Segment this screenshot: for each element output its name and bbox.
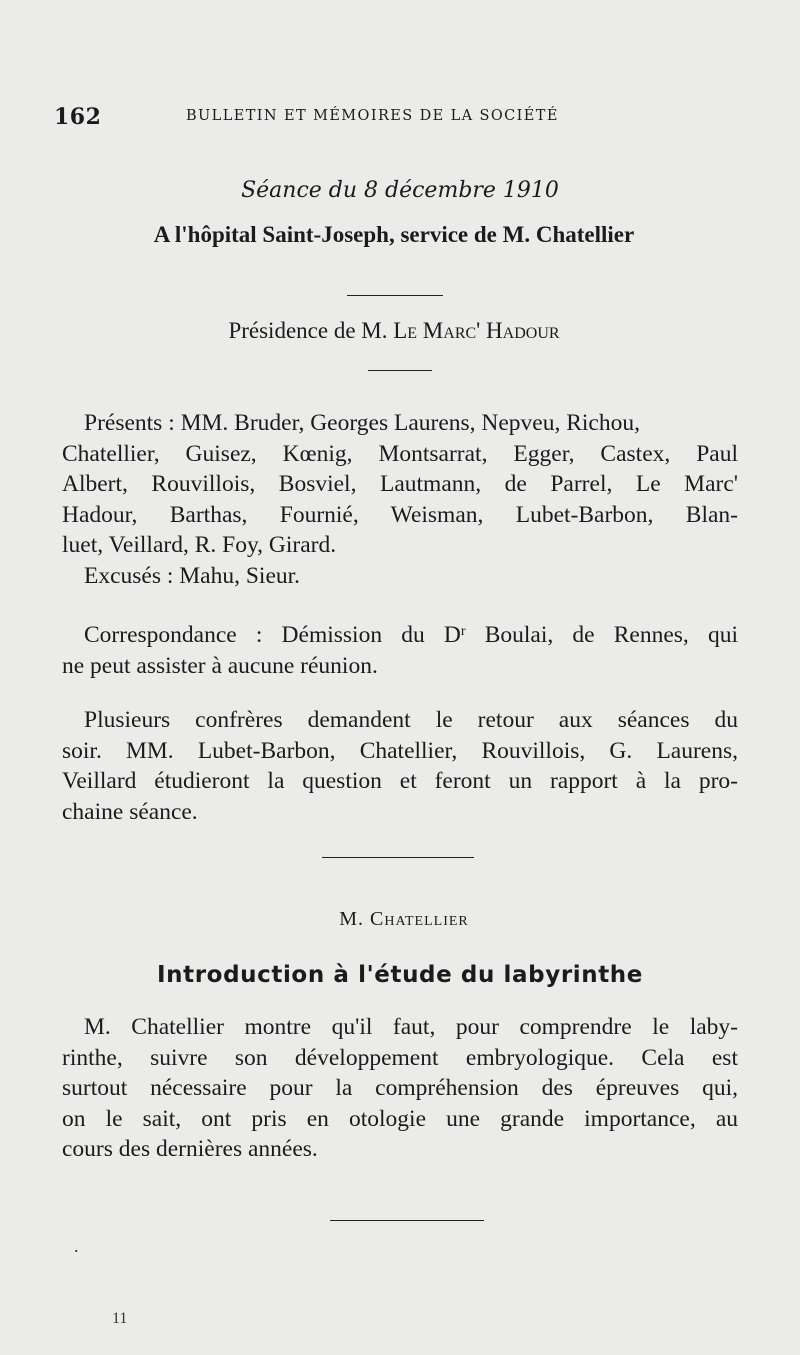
- present-line: Hadour, Barthas, Fournié, Weisman, Lubet-Barbon, Blan-: [62, 501, 738, 528]
- present-line: Albert, Rouvillois, Bosviel, Lautmann, de Parrel, Le Marc': [62, 471, 738, 497]
- president-name: Le Marc' Hadour: [393, 318, 560, 343]
- author-name: [4, 908, 800, 931]
- correspondence-text: Boulai, de Rennes, qui: [465, 622, 738, 648]
- session-date: Séance du 8 décembre 1910: [241, 178, 559, 203]
- excused-line: Excusés : Mahu, Sieur.: [84, 562, 301, 589]
- stray-dot-mark: .: [74, 1236, 79, 1256]
- journal-title: BULLETIN ET MÉMOIRES DE LA SOCIÉTÉ: [186, 108, 559, 124]
- confreres-line: chaine séance.: [62, 798, 198, 825]
- correspondence-line: [62, 617, 738, 651]
- author-surname: Chatellier: [370, 908, 469, 930]
- correspondence-line: ne peut assister à aucune réunion.: [62, 652, 378, 679]
- divider-rule: [330, 1220, 484, 1221]
- presidency-line: [0, 318, 794, 344]
- article-title: Introduction à l'étude du labyrinthe: [157, 962, 643, 988]
- confreres-line: Veillard étudieront la question et feront un rapport à la pro-: [62, 768, 738, 794]
- divider-rule: [322, 857, 474, 858]
- confreres-line: Plusieurs confrères demandent le retour aux séances du: [84, 707, 738, 733]
- presidency-prefix: Présidence de M.: [228, 318, 394, 343]
- article-paragraph: [62, 1012, 738, 1165]
- article-line: M. Chatellier montre qu'il faut, pour comprendre le laby-: [84, 1014, 738, 1040]
- confreres-paragraph: [62, 705, 738, 827]
- divider-rule: [347, 295, 443, 296]
- correspondence-text: Correspondance : Démission du D: [84, 622, 461, 648]
- page-number: 162: [54, 104, 102, 130]
- attendance-paragraph: [62, 408, 738, 591]
- article-line: rinthe, suivre son développement embryologique. Cela est: [62, 1044, 738, 1071]
- present-line: Chatellier, Guisez, Kœnig, Montsarrat, Egger, Castex, Paul: [62, 440, 738, 467]
- present-line: luet, Veillard, R. Foy, Girard.: [62, 532, 337, 558]
- correspondence-paragraph: [62, 617, 738, 681]
- article-line: on le sait, ont pris en otologie une grande importance, au: [62, 1105, 738, 1132]
- running-head: [54, 104, 754, 134]
- divider-rule: [368, 370, 432, 371]
- doctor-abbrev-superscript: r: [460, 624, 466, 639]
- author-prefix: M.: [339, 908, 370, 930]
- present-line: Présents : MM. Bruder, Georges Laurens, Nepveu, Richou,: [84, 410, 640, 436]
- signature-mark: 11: [112, 1310, 128, 1327]
- session-location: A l'hôpital Saint-Joseph, service de M. Chatellier: [153, 222, 635, 247]
- article-line: surtout nécessaire pour la compréhension des épreuves qui,: [62, 1075, 738, 1101]
- article-line: cours des dernières années.: [62, 1136, 318, 1162]
- confreres-line: soir. MM. Lubet-Barbon, Chatellier, Rouvillois, G. Laurens,: [62, 737, 738, 764]
